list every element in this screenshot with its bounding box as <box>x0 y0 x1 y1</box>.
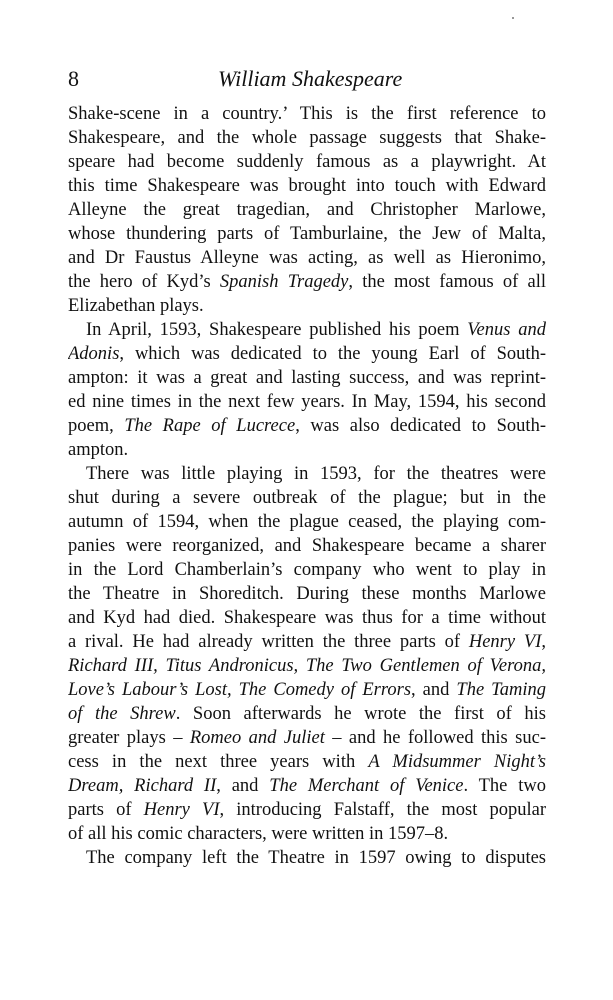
text-line <box>68 150 546 174</box>
text-line <box>68 126 546 150</box>
text-segment: – and he followed this suc- <box>324 728 546 748</box>
text-segment: cess in the next three years with <box>68 752 369 772</box>
text-segment: Alleyne the great tragedian, and Christopher Marlowe, <box>68 200 546 220</box>
text-segment: a rival. He had already written the three parts of <box>68 632 469 652</box>
text-line <box>68 390 546 414</box>
text-segment: , which was dedicated to the young Earl of South- <box>119 344 546 364</box>
text-line <box>68 558 546 582</box>
italic-text: Dream, Richard II <box>68 776 217 796</box>
text-segment: , <box>541 632 546 652</box>
text-segment: ed nine times in the next few years. In May, 1594, his second <box>68 392 546 412</box>
text-segment: and Kyd had died. Shakespeare was thus for a time without <box>68 608 546 628</box>
text-segment: ampton. <box>68 440 129 460</box>
text-line <box>68 294 546 318</box>
text-segment: , the most famous of all <box>348 272 546 292</box>
italic-text: Venus and <box>467 320 546 340</box>
text-line <box>68 630 546 654</box>
text-segment: , and <box>411 680 457 700</box>
running-title: William Shakespeare <box>218 66 403 91</box>
italic-text: The Merchant of Venice <box>269 776 464 796</box>
text-segment: in the Lord Chamberlain’s company who went to play in <box>68 560 546 580</box>
text-segment: the Theatre in Shoreditch. During these months Marlowe <box>68 584 546 604</box>
text-segment: greater plays – <box>68 728 190 748</box>
text-segment: shut during a severe outbreak of the plague; but in the <box>68 488 546 508</box>
text-segment: panies were reorganized, and Shakespeare became a sharer <box>68 536 546 556</box>
text-line <box>68 606 546 630</box>
text-line <box>68 582 546 606</box>
text-line <box>68 462 546 486</box>
italic-text: Spanish Tragedy <box>219 272 349 292</box>
text-segment: There was little playing in 1593, for the theatres were <box>86 464 546 484</box>
text-line <box>68 822 546 846</box>
italic-text: A Midsummer Night’s <box>368 752 546 772</box>
text-line <box>68 270 546 294</box>
italic-text: The Rape of Lucrece <box>124 416 296 436</box>
text-line <box>68 510 546 534</box>
text-line <box>68 246 546 270</box>
text-line <box>68 318 546 342</box>
text-segment: ampton: it was a great and lasting success, and was reprint- <box>68 368 546 388</box>
text-line <box>68 174 546 198</box>
text-line <box>68 486 546 510</box>
page-number: 8 <box>68 66 79 91</box>
text-segment: poem, <box>68 416 125 436</box>
text-line <box>68 726 546 750</box>
text-segment: In April, 1593, Shakespeare published his poem <box>86 320 468 340</box>
text-line <box>68 342 546 366</box>
paper-speck <box>512 17 514 19</box>
text-line <box>68 702 546 726</box>
text-segment: Shake-scene in a country.’ This is the first reference to <box>68 104 546 124</box>
italic-text: Henry VI <box>468 632 542 652</box>
italic-text: Henry VI <box>143 800 220 820</box>
text-line <box>68 414 546 438</box>
text-line <box>68 654 546 678</box>
italic-text: Love’s Labour’s Lost, The Comedy of Errors <box>68 680 412 700</box>
body-text <box>68 102 546 870</box>
text-line <box>68 774 546 798</box>
italic-text: Richard III, Titus Andronicus, The Two Gentlemen of Verona, <box>68 656 546 676</box>
italic-text: The Taming <box>456 680 546 700</box>
text-line <box>68 678 546 702</box>
text-segment: speare had become suddenly famous as a playwright. At <box>68 152 546 172</box>
text-segment: the hero of Kyd’s <box>68 272 220 292</box>
text-segment: Shakespeare, and the whole passage suggests that Shake- <box>68 128 546 148</box>
text-segment: and Dr Faustus Alleyne was acting, as well as Hieronimo, <box>68 248 546 268</box>
text-segment: Elizabethan plays. <box>68 296 204 316</box>
text-line <box>68 846 546 870</box>
text-segment: parts of <box>68 800 144 820</box>
text-line <box>68 222 546 246</box>
text-line <box>68 438 546 462</box>
text-segment: this time Shakespeare was brought into touch with Edward <box>68 176 546 196</box>
text-segment: of all his comic characters, were written in 1597–8. <box>68 824 449 844</box>
text-segment: The company left the Theatre in 1597 owing to disputes <box>86 848 546 868</box>
text-line <box>68 750 546 774</box>
text-segment: . Soon afterwards he wrote the first of his <box>175 704 546 724</box>
text-segment: whose thundering parts of Tamburlaine, the Jew of Malta, <box>68 224 546 244</box>
text-segment: , introducing Falstaff, the most popular <box>219 800 546 820</box>
text-segment: , was also dedicated to South- <box>295 416 546 436</box>
text-segment: autumn of 1594, when the plague ceased, the playing com- <box>68 512 546 532</box>
text-segment: . The two <box>463 776 546 796</box>
italic-text: of the Shrew <box>68 704 176 724</box>
text-segment: , and <box>216 776 270 796</box>
italic-text: Adonis <box>68 344 120 364</box>
text-line <box>68 534 546 558</box>
italic-text: Romeo and Juliet <box>189 728 325 748</box>
text-line <box>68 198 546 222</box>
running-head <box>68 64 548 94</box>
text-line <box>68 366 546 390</box>
text-line <box>68 102 546 126</box>
text-line <box>68 798 546 822</box>
